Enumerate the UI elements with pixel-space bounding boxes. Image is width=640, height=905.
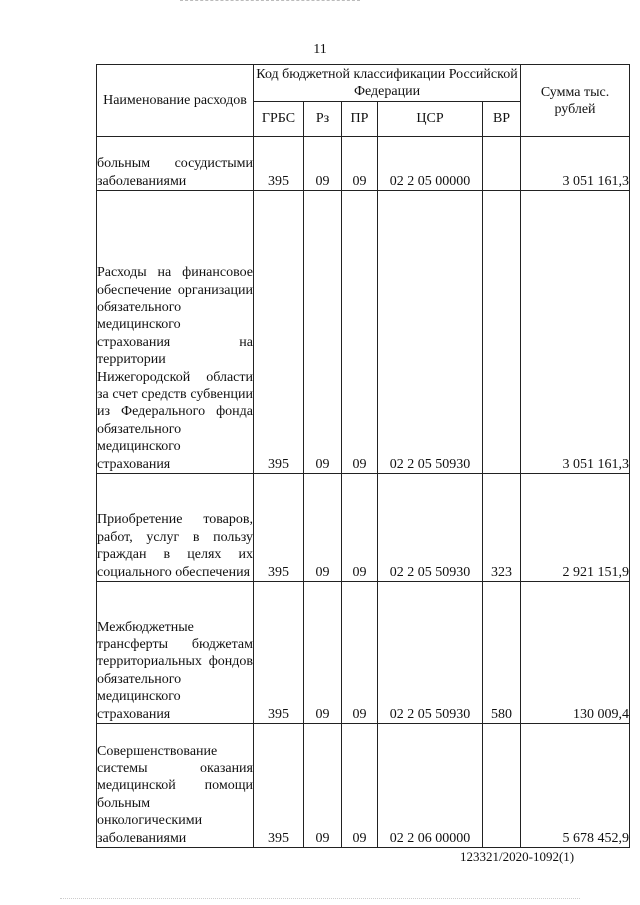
row-csr: 02 2 05 50930 xyxy=(378,191,483,474)
row-csr: 02 2 05 00000 xyxy=(378,137,483,191)
header-csr: ЦСР xyxy=(378,102,483,137)
row-vr: 323 xyxy=(483,474,521,582)
page-number: 11 xyxy=(313,42,327,57)
row-grbs: 395 xyxy=(254,582,304,724)
row-vr: 580 xyxy=(483,582,521,724)
row-grbs: 395 xyxy=(254,191,304,474)
row-sum: 3 051 161,3 xyxy=(521,191,630,474)
row-vr xyxy=(483,191,521,474)
row-sum: 130 009,4 xyxy=(521,582,630,724)
row-rz: 09 xyxy=(304,724,342,848)
row-vr xyxy=(483,137,521,191)
scan-artifact-bottom xyxy=(60,898,580,901)
row-name: Приобретение товаров, работ, услуг в пользу граждан в целях их социального обеспечения xyxy=(97,474,254,582)
row-rz: 09 xyxy=(304,582,342,724)
row-sum: 3 051 161,3 xyxy=(521,137,630,191)
scan-artifact-top xyxy=(180,0,360,3)
header-vr: ВР xyxy=(483,102,521,137)
row-sum: 5 678 452,9 xyxy=(521,724,630,848)
row-name: Расходы на финансовое обеспечение организации обязательного медицинского страхования на территории Нижегородской области за счет средств субвенции из Федерального фонда обязательного медицинского страхования xyxy=(97,191,254,474)
header-code-group: Код бюджетной классификации Российской Федерации xyxy=(254,65,521,102)
header-sum: Сумма тыс. рублей xyxy=(521,65,630,137)
row-pr: 09 xyxy=(342,582,378,724)
table-row xyxy=(97,191,630,474)
row-csr: 02 2 06 00000 xyxy=(378,724,483,848)
header-name: Наименование расходов xyxy=(97,65,254,137)
row-pr: 09 xyxy=(342,724,378,848)
row-grbs: 395 xyxy=(254,724,304,848)
row-pr: 09 xyxy=(342,191,378,474)
table-row xyxy=(97,474,630,582)
row-name: Совершенствование системы оказания медицинской помощи больным онкологическими заболеваниями xyxy=(97,724,254,848)
table-row xyxy=(97,137,630,191)
header-pr: ПР xyxy=(342,102,378,137)
table-row xyxy=(97,582,630,724)
row-csr: 02 2 05 50930 xyxy=(378,474,483,582)
row-csr: 02 2 05 50930 xyxy=(378,582,483,724)
row-vr xyxy=(483,724,521,848)
row-rz: 09 xyxy=(304,474,342,582)
row-sum: 2 921 151,9 xyxy=(521,474,630,582)
row-pr: 09 xyxy=(342,474,378,582)
header-rz: Рз xyxy=(304,102,342,137)
budget-table xyxy=(96,64,630,848)
row-rz: 09 xyxy=(304,191,342,474)
row-pr: 09 xyxy=(342,137,378,191)
row-grbs: 395 xyxy=(254,474,304,582)
header-grbs: ГРБС xyxy=(254,102,304,137)
row-name: больным сосудистыми заболеваниями xyxy=(97,137,254,191)
row-rz: 09 xyxy=(304,137,342,191)
document-registration-code: 123321/2020-1092(1) xyxy=(460,849,575,864)
row-grbs: 395 xyxy=(254,137,304,191)
table-row xyxy=(97,724,630,848)
row-name: Межбюджетные трансферты бюджетам территориальных фондов обязательного медицинского страхования xyxy=(97,582,254,724)
